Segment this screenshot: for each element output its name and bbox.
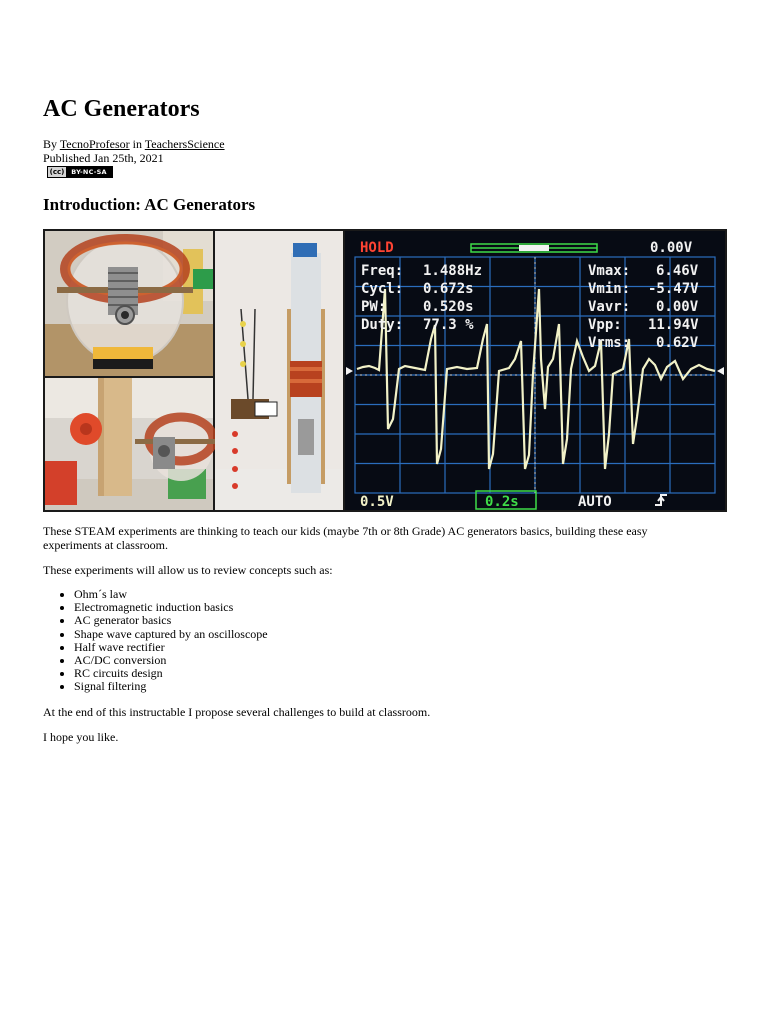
vavr-label: Vavr: [588, 299, 631, 315]
concepts-list [43, 588, 268, 694]
section-title: Introduction: AC Generators [43, 195, 256, 214]
vpp-label: Vpp: [588, 317, 622, 333]
vmin-label: Vmin: [588, 281, 631, 297]
pw-value: 0.520s [423, 299, 474, 315]
freq-value: 1.488Hz [423, 263, 483, 279]
vrms-value: 0.62V [656, 335, 699, 351]
author-link[interactable]: TecnoProfesor [59, 137, 130, 151]
list-item: • Half wave rectifier [74, 641, 268, 654]
duty-label: Duty: [361, 317, 404, 333]
cc-icon: (cc) [49, 168, 65, 176]
pw-label: PW: [361, 299, 387, 315]
list-item: • RC circuits design [74, 667, 268, 680]
trigger-mode: AUTO [578, 494, 612, 510]
byline [43, 138, 225, 165]
oscilloscope-screen [345, 231, 725, 510]
list-item: • AC/DC conversion [74, 654, 268, 667]
duty-value: 77.3 % [423, 317, 474, 333]
cycl-label: Cycl: [361, 281, 404, 297]
list-item: • Signal filtering [74, 680, 268, 693]
photo-tube-generator [215, 231, 343, 510]
offset-readout: 0.00V [650, 240, 693, 256]
published-date: Published Jan 25th, 2021 [43, 150, 164, 165]
intro-paragraph-1: These STEAM experiments are thinking to teach our kids (maybe 7th or 8th Grade) AC generators basics, building these easy experiments at classroom. [43, 524, 648, 552]
byline-by: By [43, 137, 58, 151]
list-item: • Shape wave captured by an oscilloscope [74, 628, 268, 641]
hold-indicator: HOLD [360, 240, 394, 256]
vavr-value: 0.00V [656, 299, 699, 315]
freq-label: Freq: [361, 263, 404, 279]
vpp-value: 11.94V [648, 317, 699, 333]
category-link[interactable]: TeachersScience [144, 137, 225, 151]
closing-paragraph-1: At the end of this instructable I propose several challenges to build at classroom. [43, 705, 431, 719]
vmax-label: Vmax: [588, 263, 631, 279]
byline-in: in [132, 137, 142, 151]
license-badge[interactable] [47, 166, 113, 178]
cycl-value: 0.672s [423, 281, 474, 297]
hero-image [43, 229, 727, 512]
photo-coil-frame [45, 378, 215, 510]
list-item: • AC generator basics [74, 614, 268, 627]
time-div-readout: 0.2s [485, 494, 519, 510]
intro-paragraph-2: These experiments will allow us to review concepts such as: [43, 563, 333, 577]
photo-coil-wheel [45, 231, 213, 376]
vmax-value: 6.46V [656, 263, 699, 279]
page-title: AC Generators [43, 96, 200, 122]
vmin-value: -5.47V [648, 281, 699, 297]
closing-paragraph-2: I hope you like. [43, 730, 119, 744]
list-item: • Electromagnetic induction basics [74, 601, 268, 614]
license-terms: BY-NC-SA [71, 168, 107, 176]
vrms-label: Vrms: [588, 335, 631, 351]
list-item: • Ohm´s law [74, 588, 268, 601]
volt-div-readout: 0.5V [360, 494, 394, 510]
